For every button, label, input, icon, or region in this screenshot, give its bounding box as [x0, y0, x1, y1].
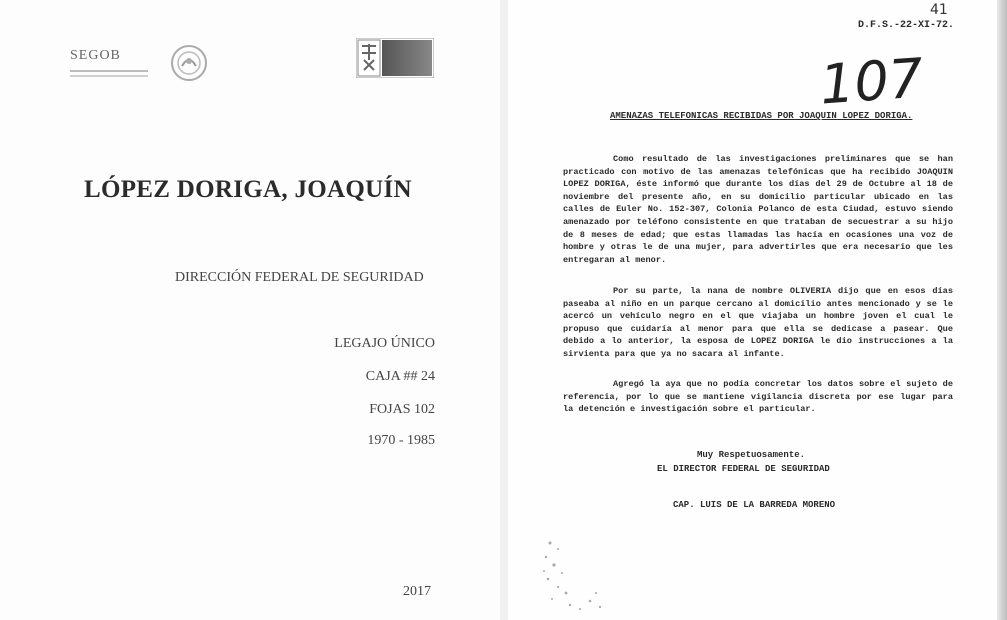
signatory-title: EL DIRECTOR FEDERAL DE SEGURIDAD	[657, 464, 830, 474]
department-label: DIRECCIÓN FEDERAL DE SEGURIDAD	[175, 270, 424, 285]
handwritten-folio-number: 107	[817, 46, 926, 117]
paragraph-3: Agregó la aya que no podía concretar los datos sobre el sujeto de referencia, por lo que se mantiene vigilancia discreta por ese lugar para la detención e investigación sobre el particular.	[563, 379, 953, 415]
document-reference: D.F.S.-22-XI-72.	[858, 20, 955, 31]
publication-year: 2017	[403, 584, 431, 599]
archive-logo-icon	[356, 38, 434, 78]
document-heading: AMENAZAS TELEFONICAS RECIBIDAS POR JOAQUIN LOPEZ DORIGA.	[610, 111, 913, 121]
cover-page	[0, 0, 500, 620]
legajo-label: LEGAJO ÚNICO	[334, 336, 435, 351]
subject-name-title: LÓPEZ DORIGA, JOAQUÍN	[84, 176, 412, 203]
handwritten-page-number: 41	[930, 2, 948, 18]
closing-line: Muy Respetuosamente.	[697, 450, 806, 460]
fojas-label: FOJAS 102	[369, 402, 435, 417]
date-range-label: 1970 - 1985	[367, 433, 435, 448]
caja-label: CAJA ## 24	[365, 369, 435, 384]
paragraph-1: Como resultado de las investigaciones preliminares que se han practicado con motivo de las amenazas telefónicas que ha recibido JOAQUIN LOPEZ DORIGA, éste informó que durante los días del 29 de Octubre al 18 de noviembre del presente año, en su domicilio particular ubicado en las calles de Euler No. 152-307, Colonia Polanco de esta Ciudad, estuvo siendo amenazado por teléfono consistente en que trataban de secuestrar a su hijo de 8 meses de edad; que estas llamadas las hacía en ocasiones una voz de hombre y otras le de una mujer, para advertirles que era necesario que les entregaran al menor.	[563, 154, 953, 265]
national-seal-icon	[170, 44, 208, 82]
page-divider	[500, 0, 508, 620]
segob-logo-text: SEGOB	[70, 48, 121, 63]
paragraph-2: Por su parte, la nana de nombre OLIVERIA dijo que en esos días paseaba al niño en un parque cercano al domicilio antes mencionado y se le acercó un vehículo negro en el que viajaba un hombre joven el cual le propuso que cuidaría al menor para que ella se dedicase a pasear. Que debido a lo anterior, la esposa de LOPEZ DORIGA le dio instrucciones a la sirvienta para que ya no sacara al infante.	[563, 286, 953, 359]
stamp-mark-icon	[540, 535, 610, 615]
signatory-name: CAP. LUIS DE LA BARREDA MORENO	[673, 500, 836, 510]
page-edge-shadow	[997, 0, 1007, 620]
segob-logo	[70, 48, 148, 77]
